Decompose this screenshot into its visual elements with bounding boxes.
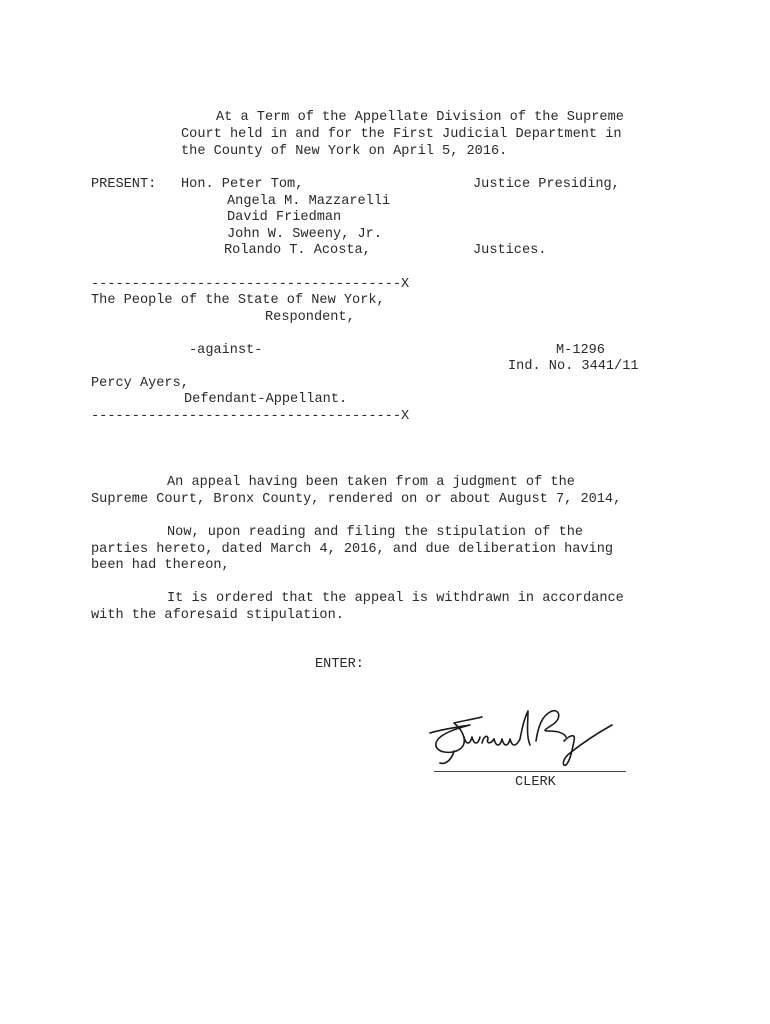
paragraph-3-line: with the aforesaid stipulation. [91,608,344,623]
caption-divider-bottom: --------------------------------------X [91,409,410,424]
plaintiff-name: The People of the State of New York, [91,293,385,308]
paragraph-2-line: parties hereto, dated March 4, 2016, and due deliberation having [91,542,614,557]
paragraph-2-line: Now, upon reading and filing the stipulation of the [167,525,584,540]
paragraph-2-line: been had thereon, [91,558,230,573]
defendant-role: Defendant-Appellant. [184,392,348,407]
header-line-2: Court held in and for the First Judicial Department in [181,127,622,142]
justice-name: Angela M. Mazzarelli [227,194,391,209]
header-line-3: the County of New York on April 5, 2016. [181,144,508,159]
justice-name: Hon. Peter Tom, [181,177,304,192]
clerk-signature [424,705,624,771]
indictment-number: Ind. No. 3441/11 [508,359,639,374]
paragraph-3-line: It is ordered that the appeal is withdrawn in accordance [167,591,624,606]
paragraph-1-line: Supreme Court, Bronx County, rendered on or about August 7, 2014, [91,492,622,507]
motion-number: M-1296 [556,343,605,358]
defendant-name: Percy Ayers, [91,376,189,391]
clerk-label: CLERK [515,775,556,790]
plaintiff-role: Respondent, [265,310,355,325]
signature-line [434,771,626,772]
enter-label: ENTER: [315,657,364,672]
header-line-1: At a Term of the Appellate Division of the Supreme [216,110,624,125]
justice-name: John W. Sweeny, Jr. [227,227,382,242]
presiding-role: Justice Presiding, [473,177,620,192]
justice-name: David Friedman [227,210,342,225]
present-label: PRESENT: [91,177,157,192]
against-label: -against- [189,343,263,358]
justice-name: Rolando T. Acosta, [224,243,371,258]
paragraph-1-line: An appeal having been taken from a judgment of the [167,475,575,490]
caption-divider-top: --------------------------------------X [91,277,410,292]
justices-role: Justices. [473,243,547,258]
